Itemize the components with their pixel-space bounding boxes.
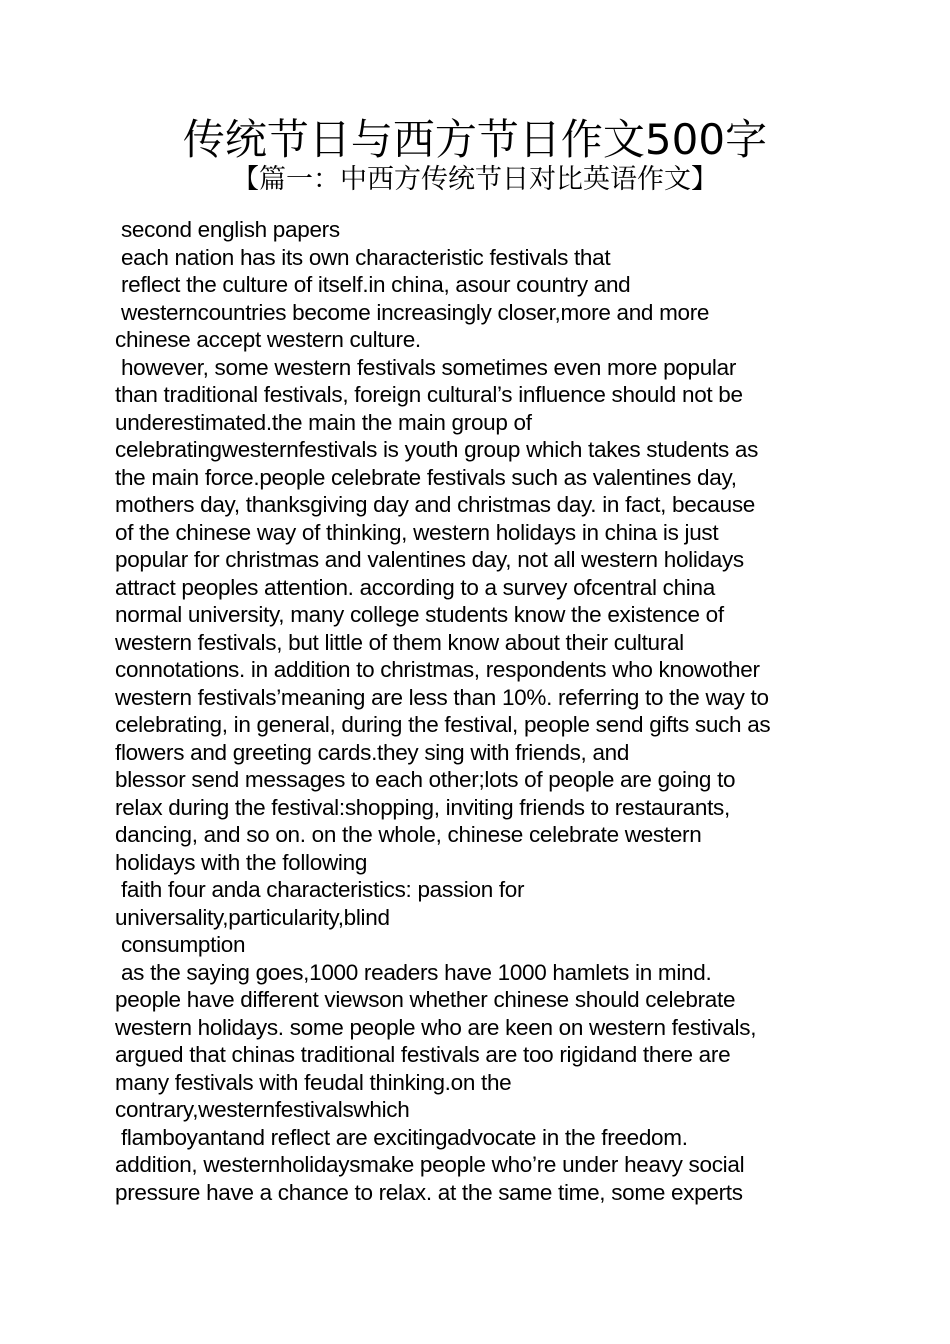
- essay-line: of the chinese way of thinking, western holidays in china is just: [115, 519, 719, 545]
- essay-line: as the saying goes,1000 readers have 1000 hamlets in mind.: [115, 959, 712, 985]
- essay-line: flamboyantand reflect are excitingadvocate in the freedom.: [115, 1124, 688, 1150]
- document-subtitle: 【篇一：中西方传统节日对比英语作文】: [232, 164, 718, 195]
- essay-line: western festivals’meaning are less than 10%. referring to the way to: [115, 684, 769, 710]
- essay-line: pressure have a chance to relax. at the same time, some experts: [115, 1179, 743, 1205]
- essay-line: westerncountries become increasingly closer,more and more: [115, 299, 710, 325]
- essay-line: western holidays. some people who are keen on western festivals,: [115, 1014, 757, 1040]
- essay-line: connotations. in addition to christmas, respondents who knowother: [115, 657, 760, 682]
- essay-line: relax during the festival:shopping, inviting friends to restaurants,: [115, 794, 730, 820]
- essay-line: normal university, many college students know the existence of: [115, 602, 724, 627]
- essay-line: the main force.people celebrate festivals such as valentines day,: [115, 464, 737, 490]
- essay-line: many festivals with feudal thinking.on the: [115, 1069, 512, 1095]
- essay-line: celebrating, in general, during the festival, people send gifts such as: [115, 712, 771, 737]
- essay-line: argued that chinas traditional festivals are too rigidand there are: [115, 1042, 731, 1067]
- essay-line: second english papers: [115, 217, 340, 242]
- essay-line: popular for christmas and valentines day, not all western holidays: [115, 547, 744, 572]
- essay-line: people have different viewson whether chinese should celebrate: [115, 987, 736, 1012]
- essay-line: addition, westernholidaysmake people who’re under heavy social: [115, 1152, 745, 1177]
- essay-line: celebratingwesternfestivals is youth group which takes students as: [115, 437, 759, 462]
- essay-line: reflect the culture of itself.in china, asour country and: [115, 272, 631, 297]
- essay-line: contrary,westernfestivalswhich: [115, 1097, 410, 1122]
- essay-line: attract peoples attention. according to a survey ofcentral china: [115, 574, 715, 600]
- essay-body: [115, 216, 875, 1206]
- essay-line: each nation has its own characteristic festivals that: [115, 244, 611, 270]
- essay-line: underestimated.the main the main group of: [115, 409, 532, 435]
- essay-line: faith four anda characteristics: passion for: [115, 877, 525, 902]
- essay-line: however, some western festivals sometimes even more popular: [115, 354, 737, 380]
- document-title: 传统节日与西方节日作文500字: [182, 115, 768, 164]
- essay-line: western festivals, but little of them know about their cultural: [115, 629, 684, 655]
- essay-line: flowers and greeting cards.they sing with friends, and: [115, 739, 630, 765]
- essay-line: holidays with the following: [115, 849, 368, 875]
- essay-line: consumption: [115, 932, 246, 957]
- essay-line: chinese accept western culture.: [115, 327, 421, 352]
- essay-line: blessor send messages to each other;lots of people are going to: [115, 767, 736, 792]
- essay-line: universality,particularity,blind: [115, 904, 390, 930]
- essay-line: than traditional festivals, foreign cultural’s influence should not be: [115, 382, 743, 407]
- essay-line: dancing, and so on. on the whole, chinese celebrate western: [115, 822, 702, 847]
- essay-line: mothers day, thanksgiving day and christmas day. in fact, because: [115, 492, 756, 517]
